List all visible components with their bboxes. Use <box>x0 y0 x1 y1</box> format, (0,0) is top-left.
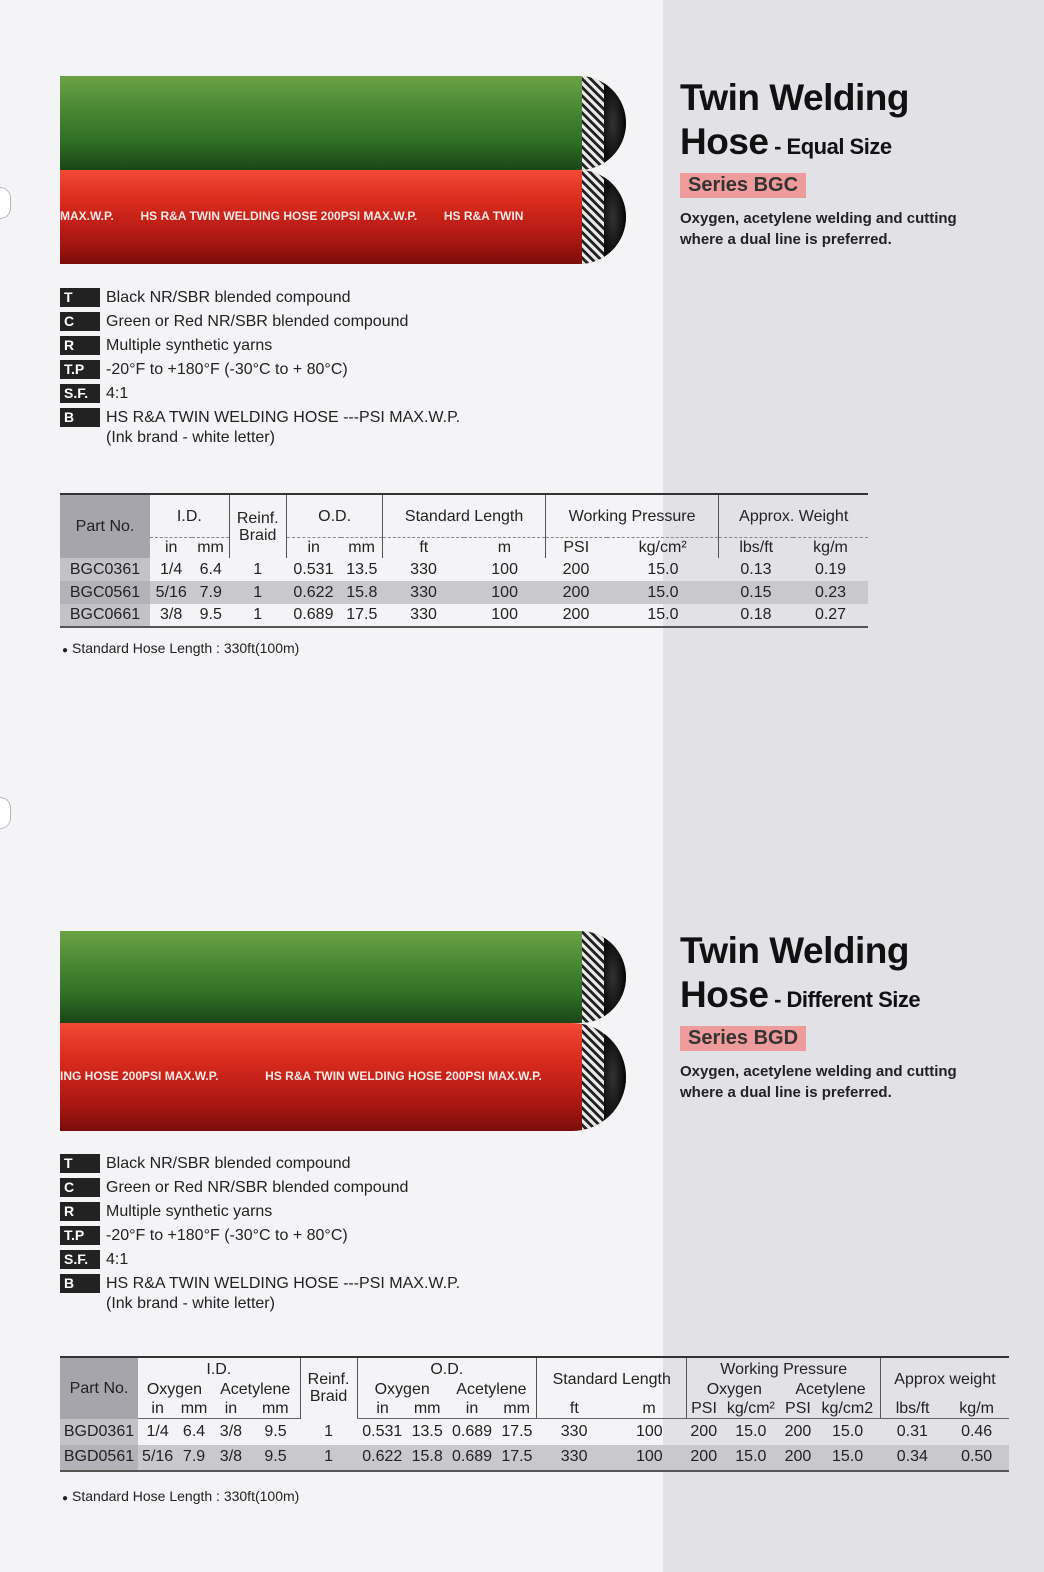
page-title: Twin Welding Hose - Equal Size <box>680 77 909 162</box>
green-hose <box>60 76 626 170</box>
col-kgm: kg/m <box>793 538 868 559</box>
red-hose <box>60 170 626 264</box>
col-id: I.D. <box>206 1360 232 1378</box>
col-wp: Working Pressure <box>545 494 719 538</box>
hose-print-text: ING HOSE 200PSI MAX.W.P. HS R&A TWIN WELDING HOSE 200PSI MAX.W.P. <box>60 1069 542 1083</box>
spec-table-bgc <box>60 493 868 628</box>
spec-item: S.F. 4:1 <box>60 384 620 408</box>
col-id-in: in <box>150 538 192 559</box>
col-std-len: Standard Length <box>383 494 545 538</box>
spec-item: R Multiple synthetic yarns <box>60 336 620 360</box>
spec-item: T Black NR/SBR blended compound <box>60 1154 620 1178</box>
spec-item: B HS R&A TWIN WELDING HOSE ---PSI MAX.W.P. (Ink brand - white letter) <box>60 1274 620 1318</box>
hose-image-equal-size <box>60 76 652 264</box>
series-badge: Series BGD <box>680 1026 806 1051</box>
col-part-no: Part No. <box>60 1357 138 1419</box>
binder-hole-bottom <box>0 797 11 829</box>
col-id-acetylene: Acetylene <box>220 1381 291 1398</box>
page-title: Twin Welding Hose - Different Size <box>680 930 921 1015</box>
series-badge: Series BGC <box>680 173 806 198</box>
col-od: O.D. <box>357 1357 536 1380</box>
table-row: BGC0661 3/8 9.5 1 0.689 17.5 330 100 200 15.0 0.18 0.27 <box>60 604 868 627</box>
col-od-oxygen: Oxygen <box>357 1380 447 1400</box>
col-od: O.D. <box>286 494 383 538</box>
table-row: BGC0361 1/4 6.4 1 0.531 13.5 330 100 200 15.0 0.13 0.19 <box>60 558 868 581</box>
table-row: BGC0561 5/16 7.9 1 0.622 15.8 330 100 200 15.0 0.15 0.23 <box>60 581 868 604</box>
spec-item: T.P -20°F to +180°F (-30°C to + 80°C) <box>60 1226 620 1250</box>
col-id-oxygen: Oxygen <box>146 1381 202 1398</box>
table-row: BGD0361 1/4 6.4 3/8 9.5 1 0.531 13.5 0.689 17.5 330 100 200 15.0 200 15.0 0.31 0.46 <box>60 1419 1009 1445</box>
col-od-acetylene: Acetylene <box>456 1381 527 1398</box>
col-part-no: Part No. <box>60 494 150 558</box>
description: Oxygen, acetylene welding and cutting where a dual line is preferred. <box>680 1063 957 1101</box>
col-wp-acetylene: Acetylene <box>795 1381 866 1398</box>
col-id-mm: mm <box>192 538 229 559</box>
table-row: BGD0561 5/16 7.9 3/8 9.5 1 0.622 15.8 0.689 17.5 330 100 200 15.0 200 15.0 0.34 0.50 <box>60 1445 1009 1471</box>
col-lbsft: lbs/ft <box>719 538 793 559</box>
spec-table-bgd: Part No. I.D. Reinf. Braid O.D. Standard Length Working Pressure Approx weight Oxygen Acetylene Oxygen Acetylene Oxygen Acetylene in mm in mm in mm in mm ft m PSI kg/cm² PSI kg/cm2 lbs/ft kg/m BGD0361 1/4 6.4 3/8 9.5 1 0.531 13.5 0.689 17.5 330 100 200 15.0 200 15.0 0.31 0.46 BGD0561 5/16 7.9 3/8 9.5 1 0.622 15.8 0.689 17.5 330 100 200 15.0 200 15.0 0.34 0.50 <box>60 1356 1009 1472</box>
col-m: m <box>464 538 545 559</box>
col-wp: Working Pressure <box>687 1357 880 1380</box>
spec-item: R Multiple synthetic yarns <box>60 1202 620 1226</box>
spec-item: S.F. 4:1 <box>60 1250 620 1274</box>
col-od-mm: mm <box>341 538 383 559</box>
col-weight: Approx weight <box>880 1357 1009 1400</box>
table-note: ● Standard Hose Length : 330ft(100m) <box>62 640 300 656</box>
red-hose <box>60 1023 626 1131</box>
spec-item: C Green or Red NR/SBR blended compound <box>60 312 620 336</box>
description: Oxygen, acetylene welding and cutting where a dual line is preferred. <box>680 210 957 248</box>
col-reinf: Reinf. Braid <box>229 494 286 558</box>
col-kgcm: kg/cm² <box>607 538 719 559</box>
spec-item: T Black NR/SBR blended compound <box>60 288 620 312</box>
col-od-in: in <box>286 538 340 559</box>
title-block-bgc <box>680 76 1010 250</box>
col-reinf: Reinf. Braid <box>300 1357 357 1419</box>
table-note: ● Standard Hose Length : 330ft(100m) <box>62 1488 300 1504</box>
spec-item: C Green or Red NR/SBR blended compound <box>60 1178 620 1202</box>
spec-item: T.P -20°F to +180°F (-30°C to + 80°C) <box>60 360 620 384</box>
col-weight: Approx. Weight <box>719 494 868 538</box>
hose-image-different-size <box>60 931 652 1131</box>
col-ft: ft <box>383 538 464 559</box>
hose-print-text: MAX.W.P. HS R&A TWIN WELDING HOSE 200PSI MAX.W.P. HS R&A TWIN <box>60 209 524 223</box>
spec-list-bgc <box>60 288 620 452</box>
col-id: I.D. <box>176 507 202 525</box>
col-std-len: Standard Length <box>537 1357 687 1400</box>
title-block-bgd <box>680 929 1010 1103</box>
spec-list-bgd <box>60 1154 620 1318</box>
spec-item: B HS R&A TWIN WELDING HOSE ---PSI MAX.W.P. (Ink brand - white letter) <box>60 408 620 452</box>
binder-hole-top <box>0 187 11 219</box>
col-psi: PSI <box>545 538 607 559</box>
green-hose <box>60 931 626 1023</box>
col-wp-oxygen: Oxygen <box>687 1380 781 1400</box>
